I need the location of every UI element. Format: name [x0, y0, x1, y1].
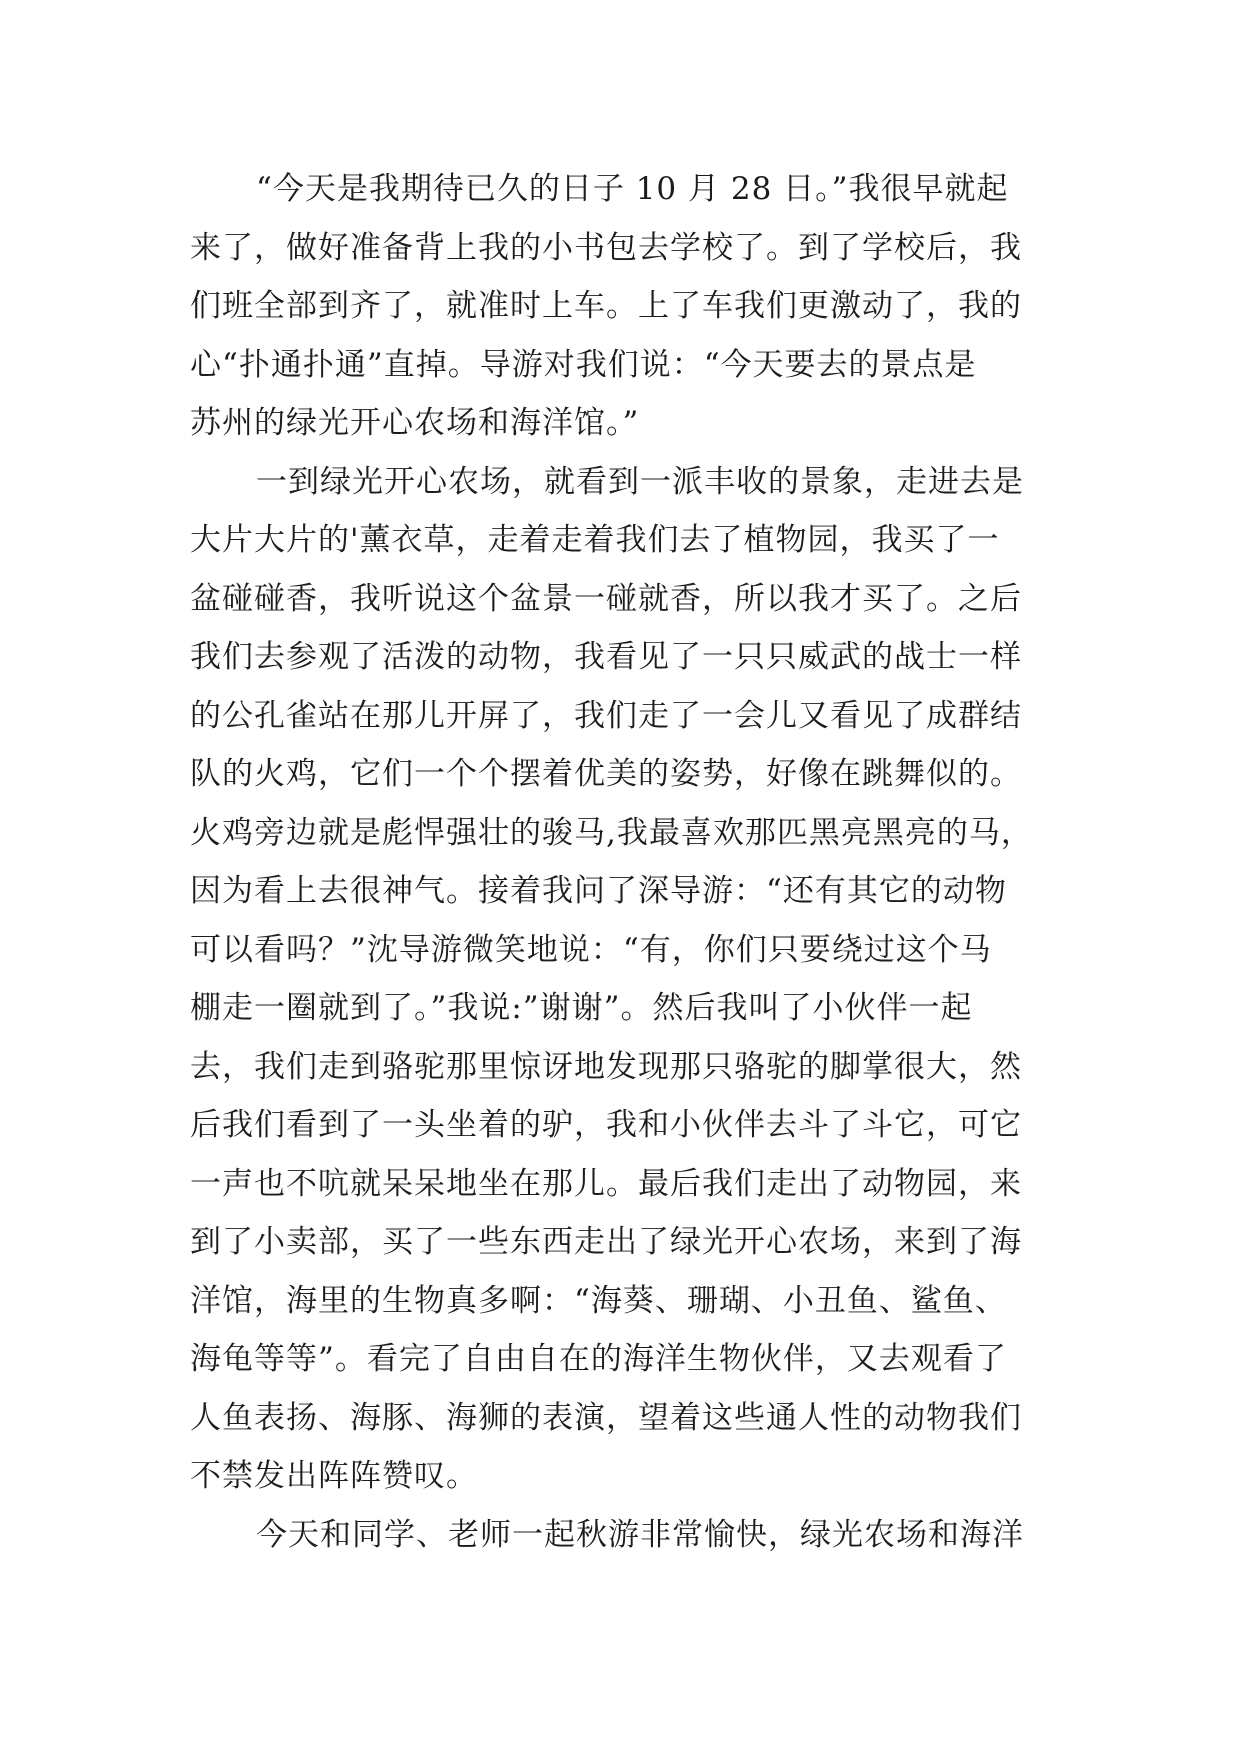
text-line: 火鸡旁边就是彪悍强壮的骏马,我最喜欢那匹黑亮黑亮的马， — [190, 814, 1033, 851]
text-line: 我们去参观了活泼的动物，我看见了一只只威武的战士一样 — [190, 639, 1022, 675]
text-line: 大片大片的'薰衣草，走着走着我们去了植物园，我买了一 — [190, 522, 1000, 558]
text-line: 海龟等等”。看完了自由自在的海洋生物伙伴，又去观看了 — [190, 1341, 1007, 1377]
text-line: 苏州的绿光开心农场和海洋馆。” — [190, 405, 640, 441]
text-line: 可以看吗？”沈导游微笑地说：“有，你们只要绕过这个马 — [190, 931, 992, 968]
text-line: 去，我们走到骆驼那里惊讶地发现那只骆驼的脚掌很大，然 — [190, 1048, 1022, 1085]
text-line: 的公孔雀站在那儿开屏了，我们走了一会儿又看见了成群结 — [190, 697, 1022, 734]
text-line: 队的火鸡，它们一个个摆着优美的姿势，好像在跳舞似的。 — [190, 756, 1022, 792]
text-line: 一声也不吭就呆呆地坐在那儿。最后我们走出了动物园，来 — [190, 1165, 1022, 1202]
text-line: 一到绿光开心农场，就看到一派丰收的景象，走进去是 — [256, 463, 1024, 500]
text-line: 不禁发出阵阵赞叹。 — [190, 1458, 478, 1494]
text-line: 因为看上去很神气。接着我问了深导游：“还有其它的动物 — [190, 873, 1007, 909]
text-line: 人鱼表扬、海豚、海狮的表演，望着这些通人性的动物我们 — [190, 1399, 1022, 1436]
text-line: 盆碰碰香，我听说这个盆景一碰就香，所以我才买了。之后 — [190, 580, 1022, 617]
text-line: 到了小卖部，买了一些东西走出了绿光开心农场，来到了海 — [190, 1224, 1022, 1260]
text-line: 后我们看到了一头坐着的驴，我和小伙伴去斗了斗它，可它 — [190, 1107, 1022, 1143]
text-line: 来了，做好准备背上我的小书包去学校了。到了学校后，我 — [190, 229, 1022, 266]
text-line: “今天是我期待已久的日子 10 月 28 日。”我很早就起 — [256, 171, 1009, 207]
essay-body — [190, 160, 1060, 1564]
text-line: 们班全部到齐了，就准时上车。上了车我们更激动了，我的 — [190, 288, 1022, 324]
text-line: 心“扑通扑通”直掉。导游对我们说：“今天要去的景点是 — [190, 346, 977, 383]
text-line: 洋馆，海里的生物真多啊：“海葵、珊瑚、小丑鱼、鲨鱼、 — [190, 1282, 1007, 1319]
text-line: 今天和同学、老师一起秋游非常愉快，绿光农场和海洋 — [256, 1516, 1024, 1553]
text-line: 棚走一圈就到了。”我说:”谢谢”。然后我叫了小伙伴一起 — [190, 990, 973, 1026]
